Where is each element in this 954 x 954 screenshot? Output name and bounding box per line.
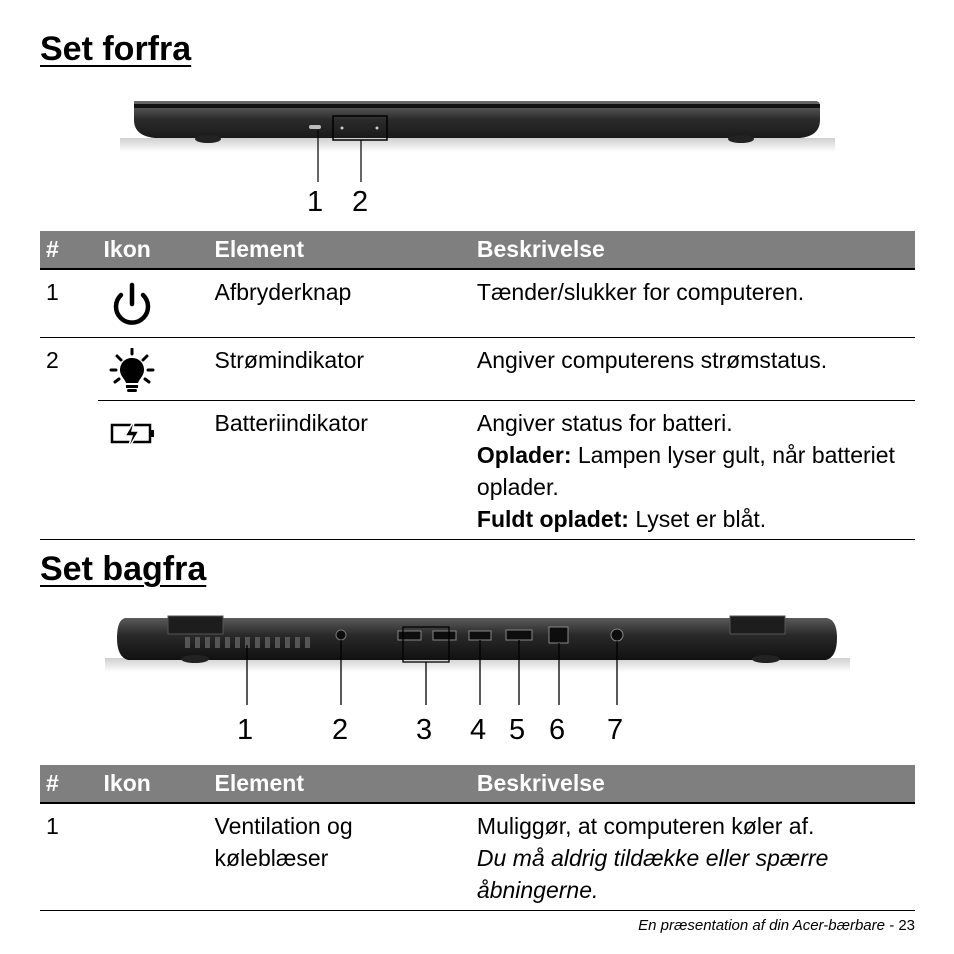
table-row [40,803,915,911]
row-element: Strømindikator [209,337,471,400]
front-laptop-drawing [0,90,954,220]
row-element: Batteriindikator [209,400,471,539]
rear-laptop-drawing [0,605,954,750]
power-button-shape [309,125,321,129]
full-label: Fuldt opladet: [476,505,629,532]
row-icon [98,803,209,911]
battery-description: Angiver status for batteri. [476,409,733,436]
row-number: 1 [40,269,98,337]
header-element: Element [209,231,471,269]
header-icon: Ikon [98,231,209,269]
page-number: 23 [898,917,915,934]
vent-description: Muliggør, at computeren køler af. [476,813,815,839]
rear-components-table [40,765,915,911]
table-row [40,400,915,539]
charging-text: Lampen lyser gult, når batteriet oplader. [476,441,895,500]
page-footer [638,917,915,934]
callout-5: 5 [509,714,526,746]
header-description: Beskrivelse [471,231,915,269]
row-description [471,803,915,911]
header-element: Element [209,765,471,803]
row-description [471,400,915,539]
row-description: Angiver computerens strømstatus. [471,337,915,400]
callout-1: 1 [237,714,254,746]
power-indicator-icon [108,348,158,396]
row-number: 2 [40,337,98,539]
footer-text: En præsentation af din Acer-bærbare - [638,917,895,934]
row-element: Afbryderknap [209,269,471,337]
row-element: Ventilation og køleblæser [209,803,471,911]
callout-7: 7 [607,714,624,746]
heading-rear-view: Set bagfra [40,550,207,588]
callout-3: 3 [416,714,433,746]
callout-2: 2 [352,186,369,218]
callout-1: 1 [307,186,324,218]
table-row [40,337,915,400]
header-number: # [40,231,98,269]
row-number: 1 [40,803,98,911]
front-components-table [40,231,915,540]
header-number: # [40,765,98,803]
header-description: Beskrivelse [471,765,915,803]
rear-view-illustration [0,605,954,750]
callout-4: 4 [470,714,487,746]
battery-indicator-icon [108,411,158,459]
charging-label: Oplader: [476,441,572,468]
callout-2: 2 [332,714,349,746]
table-row [40,269,915,337]
vent-warning: Du må aldrig tildække eller spærre åbningerne. [476,845,829,903]
row-description: Tænder/slukker for computeren. [471,269,915,337]
heading-front-view: Set forfra [40,30,192,68]
full-text: Lyset er blåt. [635,505,767,532]
header-icon: Ikon [98,765,209,803]
callout-6: 6 [549,714,566,746]
front-view-illustration [0,90,954,220]
power-icon [108,280,158,328]
